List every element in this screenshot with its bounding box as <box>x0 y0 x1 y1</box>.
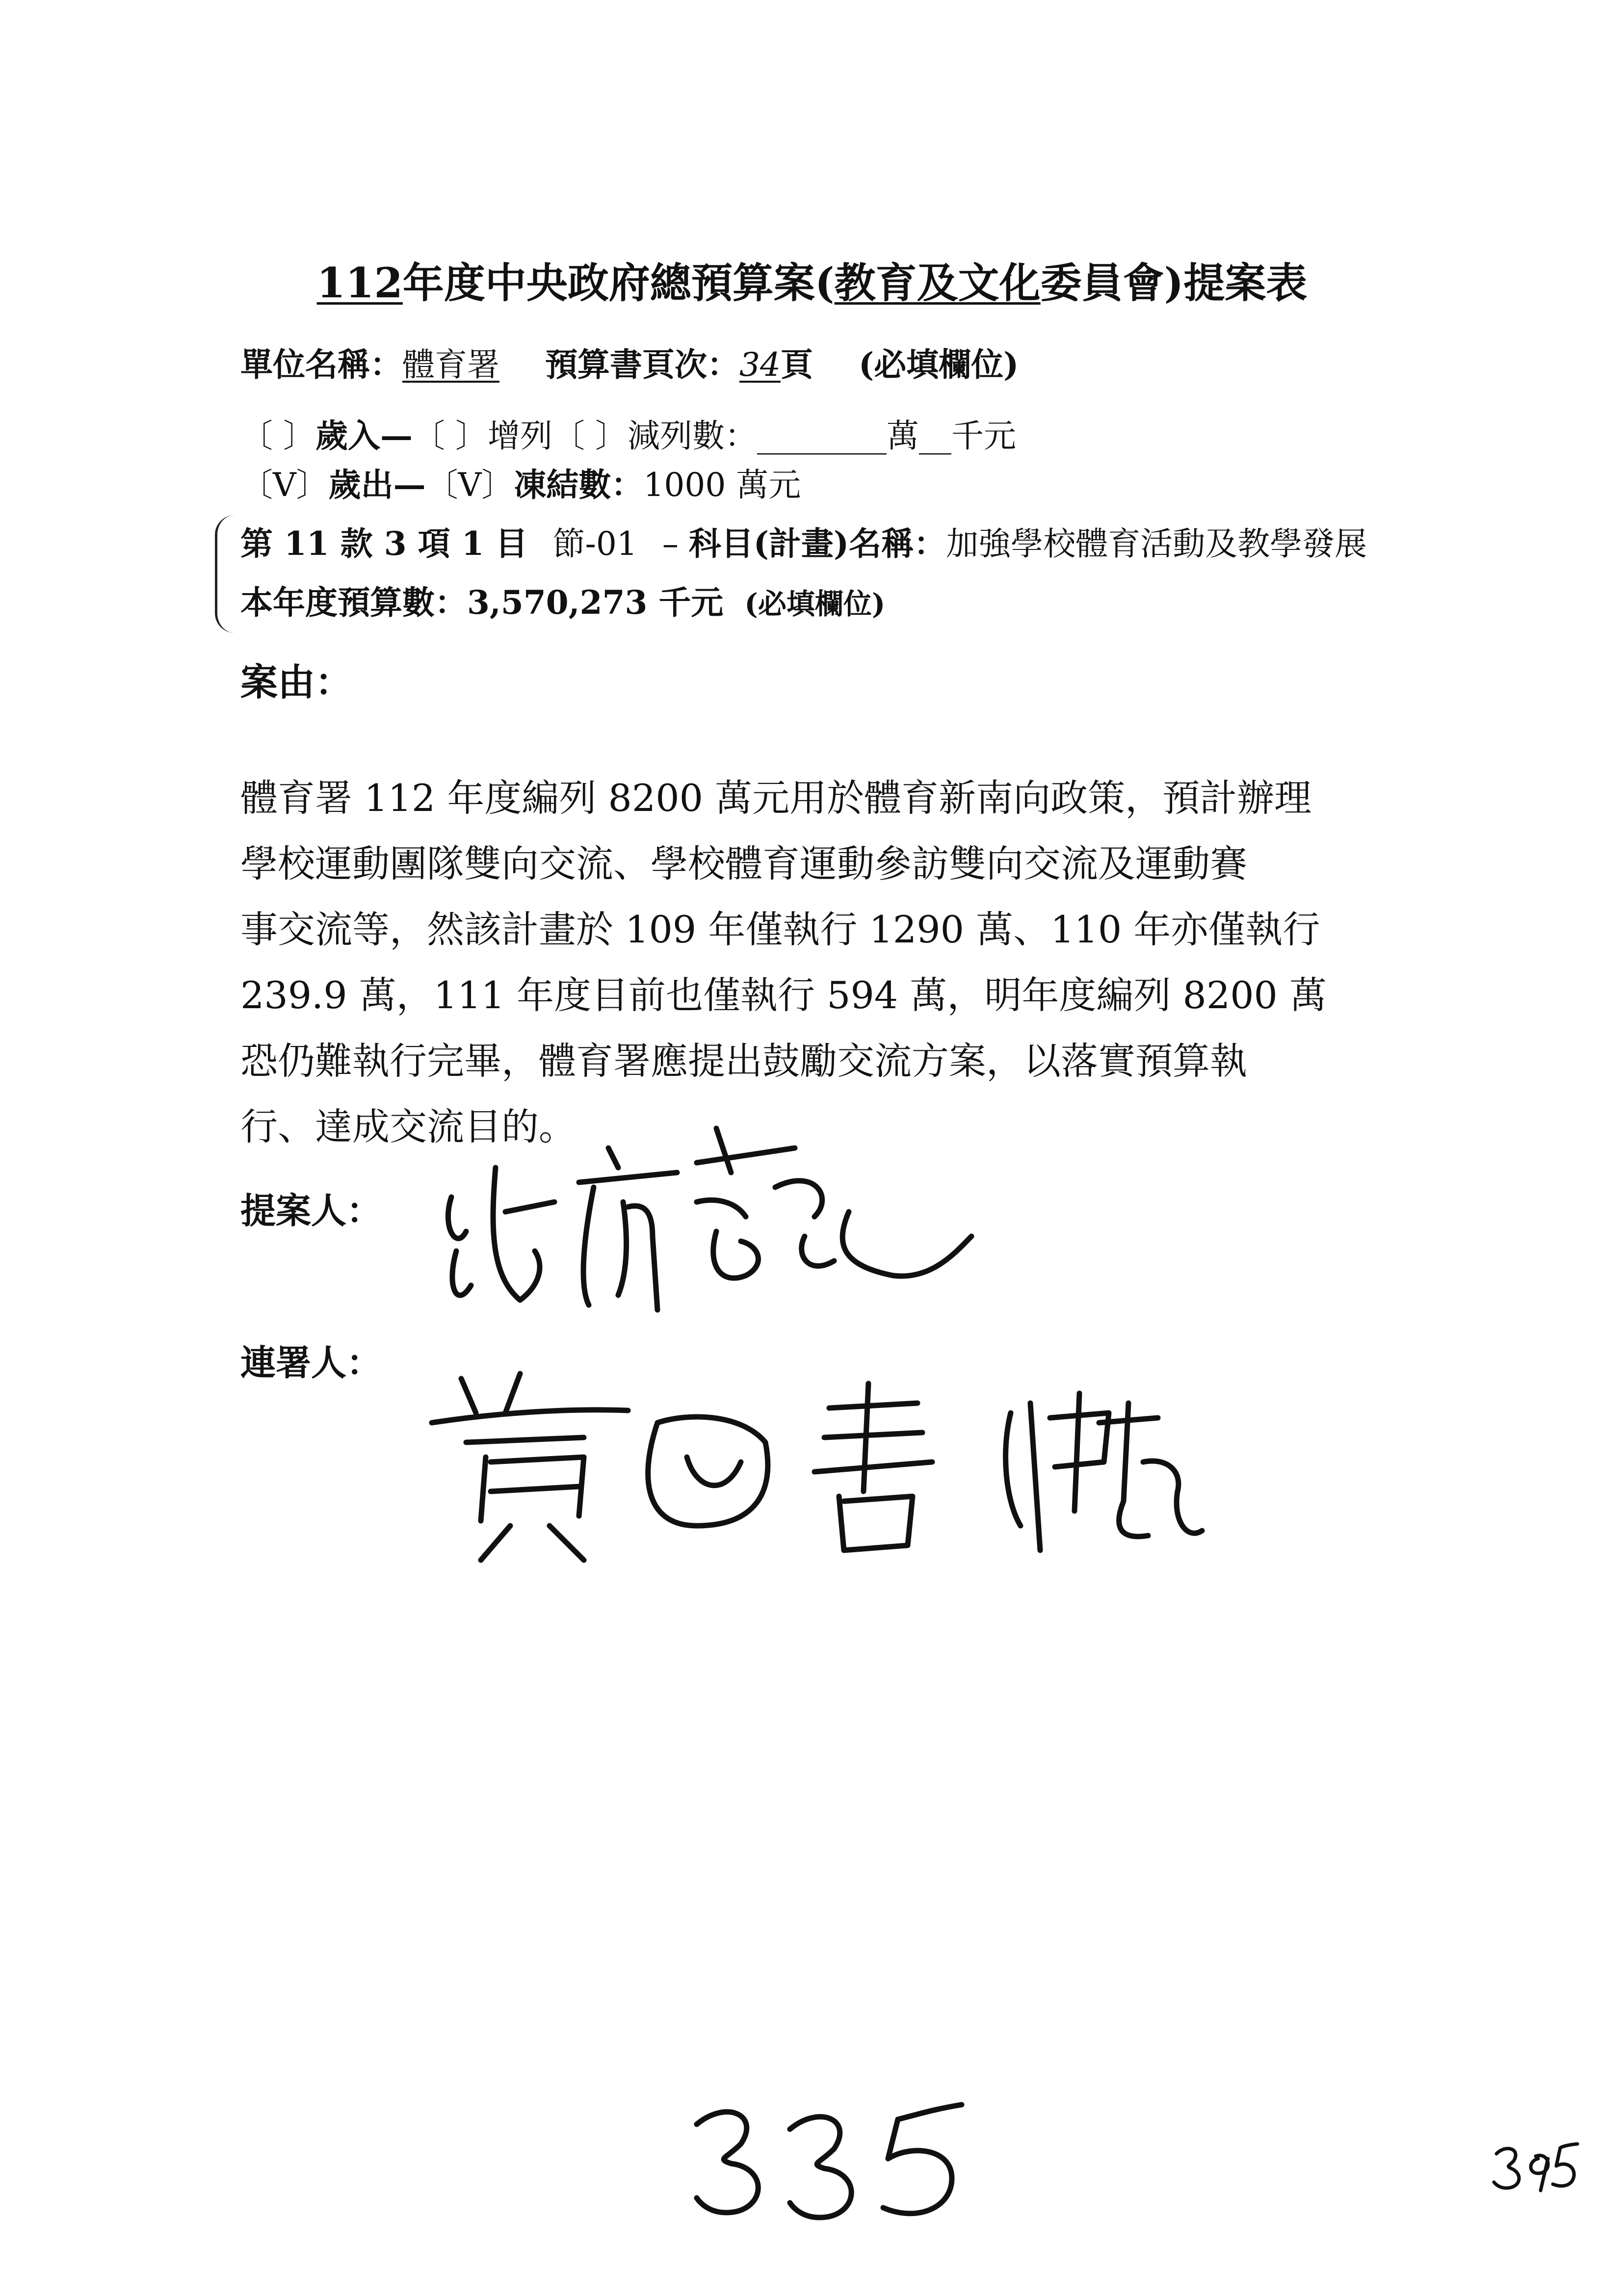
budget-required-note: (必填欄位) <box>744 587 886 621</box>
title-text-after: 委員會)提案表 <box>1040 259 1308 307</box>
subject-section: 節-01 <box>552 525 637 563</box>
title-year: 112 <box>316 259 403 307</box>
decrease-blank-thousand: __ <box>918 417 951 455</box>
wan-unit: 萬 <box>886 417 919 455</box>
page-suffix: 頁 <box>780 345 813 384</box>
bracket-mark <box>215 515 237 633</box>
expense-row <box>240 459 801 505</box>
reason-label: 案由： <box>240 660 352 704</box>
budget-value: 3,570,273 千元 <box>467 583 724 622</box>
subject-name: 加強學校體育活動及教學發展 <box>946 525 1367 563</box>
freeze-label: 凍結數： <box>514 466 644 504</box>
increase-label: 增列 <box>487 417 552 455</box>
revenue-row <box>240 410 1016 456</box>
subject-dash: – <box>662 525 679 563</box>
reason-line: 學校運動團隊雙向交流、學校體育運動參訪雙向交流及運動賽 <box>240 842 1247 886</box>
unit-row <box>240 339 1019 385</box>
subject-label: 科目(計畫)名稱： <box>688 524 946 563</box>
unit-value: 體育署 <box>402 346 499 384</box>
freeze-box: 〔V〕 <box>425 466 514 504</box>
proposer-label: 提案人： <box>240 1190 382 1231</box>
corner-page-number <box>1492 2139 1580 2193</box>
subject-row <box>240 518 1367 564</box>
title-committee: 教育及文化 <box>834 259 1041 307</box>
page-value: 34 <box>739 346 781 384</box>
budget-label: 本年度預算數： <box>240 583 467 622</box>
reason-line: 239.9 萬，111 年度目前也僅執行 594 萬，明年度編列 8200 萬 <box>240 973 1327 1017</box>
budget-row <box>240 576 885 623</box>
subject-code: 第 11 款 3 項 1 目 <box>240 524 528 563</box>
reason-line: 事交流等，然該計畫於 109 年僅執行 1290 萬、110 年亦僅執行 <box>240 908 1320 951</box>
increase-box: 〔 〕 <box>412 417 488 455</box>
thousand-unit: 千元 <box>951 417 1016 455</box>
revenue-box: 〔 〕 <box>240 417 315 455</box>
decrease-blank-amount: ________ <box>757 417 887 455</box>
page-label: 預算書頁次： <box>545 345 739 384</box>
reason-line: 體育署 112 年度編列 8200 萬元用於體育新南向政策，預計辦理 <box>240 776 1312 820</box>
unit-label: 單位名稱： <box>240 345 402 384</box>
cosigner-label: 連署人： <box>240 1342 382 1383</box>
reason-line: 恐仍難執行完畢，體育署應提出鼓勵交流方案，以落實預算執 <box>240 1039 1247 1083</box>
cosigner-signature <box>422 1364 1207 1570</box>
handwritten-page-number <box>687 2090 981 2227</box>
page-title <box>0 250 1624 310</box>
title-text-before: 年度中央政府總預算案( <box>402 259 835 307</box>
freeze-amount: 1000 萬元 <box>643 466 801 504</box>
decrease-label: 減列數： <box>627 417 757 455</box>
expense-label: 歲出— <box>328 466 426 504</box>
decrease-box: 〔 〕 <box>552 417 628 455</box>
revenue-label: 歲入— <box>315 417 413 455</box>
reason-line: 行、達成交流目的。 <box>240 1105 576 1148</box>
expense-box: 〔V〕 <box>240 466 329 504</box>
proposer-signature <box>422 1089 986 1334</box>
required-note: (必填欄位) <box>858 345 1019 384</box>
